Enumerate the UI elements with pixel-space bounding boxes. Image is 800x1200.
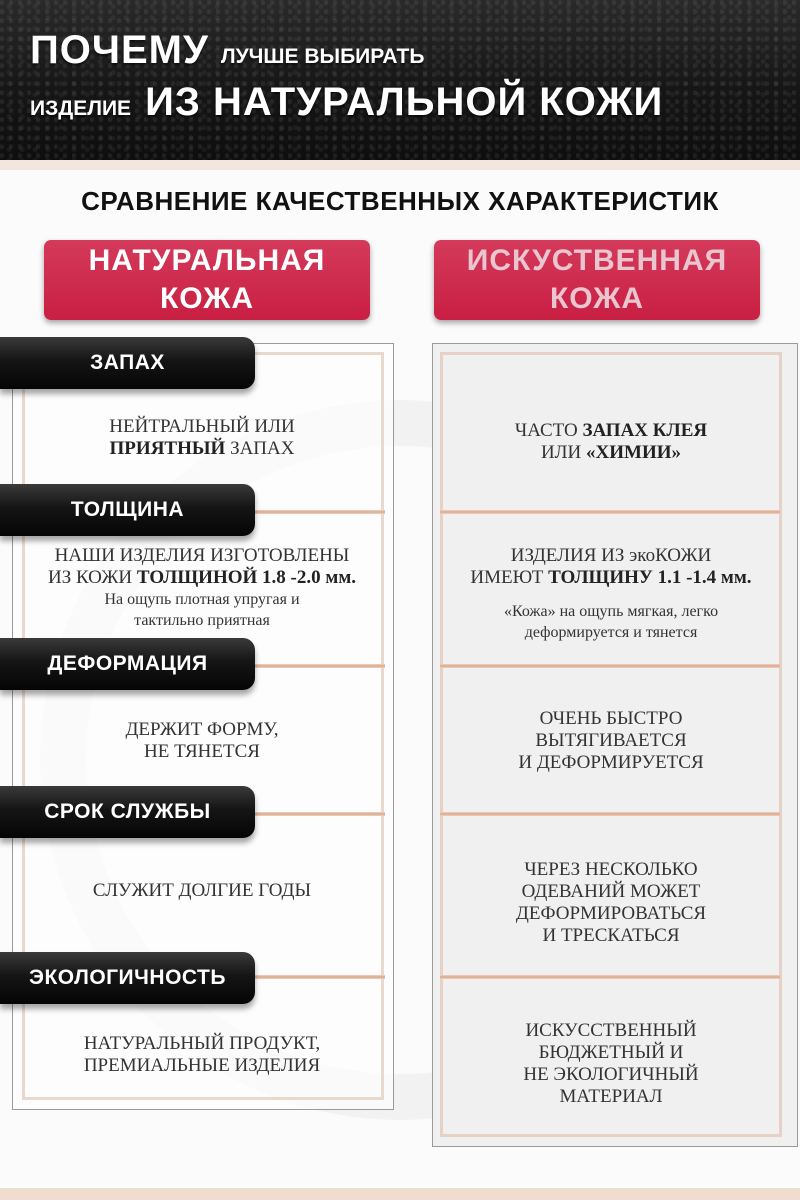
natural-smell-bold: ПРИЯТНЫЙ [109,438,226,459]
row-label-smell: ЗАПАХ [0,337,255,389]
artificial-smell-text [444,420,778,464]
natural-smell-line1: НЕЙТРАЛЬНЫЙ ИЛИ [109,416,295,437]
artificial-thickness-text [444,545,778,643]
artificial-thickness-bold: ТОЛЩИНУ 1.1 -1.4 мм. [548,567,752,588]
artificial-thickness-note2: деформируется и тянется [524,624,698,641]
artificial-lifetime-line1: ЧЕРЕЗ НЕСКОЛЬКО [524,859,698,880]
natural-thickness-bold: ТОЛЩИНОЙ 1.8 -2.0 мм. [136,567,357,588]
column-header-artificial-line1: ИСКУСТВЕННАЯ [466,244,728,277]
natural-lifetime-line1: СЛУЖИТ ДОЛГИЕ ГОДЫ [92,880,312,901]
row-label-ecology: ЭКОЛОГИЧНОСТЬ [0,952,255,1004]
row-separator [440,975,780,979]
header-banner [0,0,800,160]
natural-ecology-line1: НАТУРАЛЬНЫЙ ПРОДУКТ, [83,1033,321,1054]
artificial-thickness-note1: «Кожа» на ощупь мягкая, легко [503,603,719,620]
natural-deformation-line1: ДЕРЖИТ ФОРМУ, [125,719,279,740]
row-separator [440,812,780,816]
artificial-ecology-line2: БЮДЖЕТНЫЙ И [538,1042,684,1063]
artificial-ecology-line3: НЕ ЭКОЛОГИЧНЫЙ [523,1064,699,1085]
column-header-natural-line1: НАТУРАЛЬНАЯ [88,244,326,277]
header-small-item: ИЗДЕЛИЕ [30,97,132,120]
artificial-deformation-line1: ОЧЕНЬ БЫСТРО [539,708,683,729]
header-line-2 [30,80,663,125]
artificial-smell-line2-bold: «ХИМИИ» [586,442,682,463]
natural-thickness-note1: На ощупь плотная упругая и [104,591,300,608]
column-header-natural-line2: КОЖА [159,282,255,315]
artificial-deformation-line2: ВЫТЯГИВАЕТСЯ [535,730,687,751]
natural-deformation-text [24,719,380,763]
natural-smell-text [24,416,380,460]
row-separator [440,664,780,668]
artificial-smell-pre: ЧАСТО [514,420,583,441]
artificial-deformation-line3: И ДЕФОРМИРУЕТСЯ [518,752,704,773]
header-big-leather: ИЗ НАТУРАЛЬНОЙ КОЖИ [145,80,664,124]
row-label-thickness: ТОЛЩИНА [0,484,255,536]
artificial-ecology-line4: МАТЕРИАЛ [559,1086,663,1107]
row-label-deformation: ДЕФОРМАЦИЯ [0,638,255,690]
artificial-lifetime-line4: И ТРЕСКАТЬСЯ [542,925,680,946]
natural-thickness-text [24,545,380,631]
natural-ecology-line2: ПРЕМИАЛЬНЫЕ ИЗДЕЛИЯ [83,1055,321,1076]
artificial-deformation-text [444,708,778,774]
panel-bottom-border [0,1188,800,1200]
column-header-natural [44,240,370,320]
artificial-lifetime-line2: ОДЕВАНИЙ МОЖЕТ [521,881,701,902]
natural-ecology-text [24,1033,380,1077]
natural-thickness-note2: тактильно приятная [134,612,270,629]
section-title: СРАВНЕНИЕ КАЧЕСТВЕННЫХ ХАРАКТЕРИСТИК [81,186,719,216]
artificial-thickness-line2-pre: ИМЕЮТ [470,567,549,588]
natural-smell-post: ЗАПАХ [225,438,295,459]
artificial-thickness-line1: ИЗДЕЛИЯ ИЗ экоКОЖИ [510,545,712,566]
column-header-artificial [434,240,760,320]
row-separator [440,510,780,514]
header-big-why: ПОЧЕМУ [30,28,209,72]
natural-deformation-line2: НЕ ТЯНЕТСЯ [144,741,260,762]
artificial-ecology-line1: ИСКУССТВЕННЫЙ [525,1020,697,1041]
natural-thickness-line2-pre: ИЗ КОЖИ [47,567,137,588]
artificial-ecology-text [444,1020,778,1108]
row-label-lifetime: СРОК СЛУЖБЫ [0,786,255,838]
artificial-lifetime-text [444,859,778,947]
natural-lifetime-text [24,880,380,902]
header-line-1 [30,28,434,73]
artificial-smell-line2-pre: ИЛИ [540,442,587,463]
natural-thickness-line1: НАШИ ИЗДЕЛИЯ ИЗГОТОВЛЕНЫ [54,545,350,566]
panel-top-border [0,160,800,170]
artificial-smell-bold: ЗАПАХ КЛЕЯ [582,420,708,441]
header-small-better: ЛУЧШЕ ВЫБИРАТЬ [220,45,425,68]
column-header-artificial-line2: КОЖА [549,282,645,315]
artificial-lifetime-line3: ДЕФОРМИРОВАТЬСЯ [515,903,707,924]
